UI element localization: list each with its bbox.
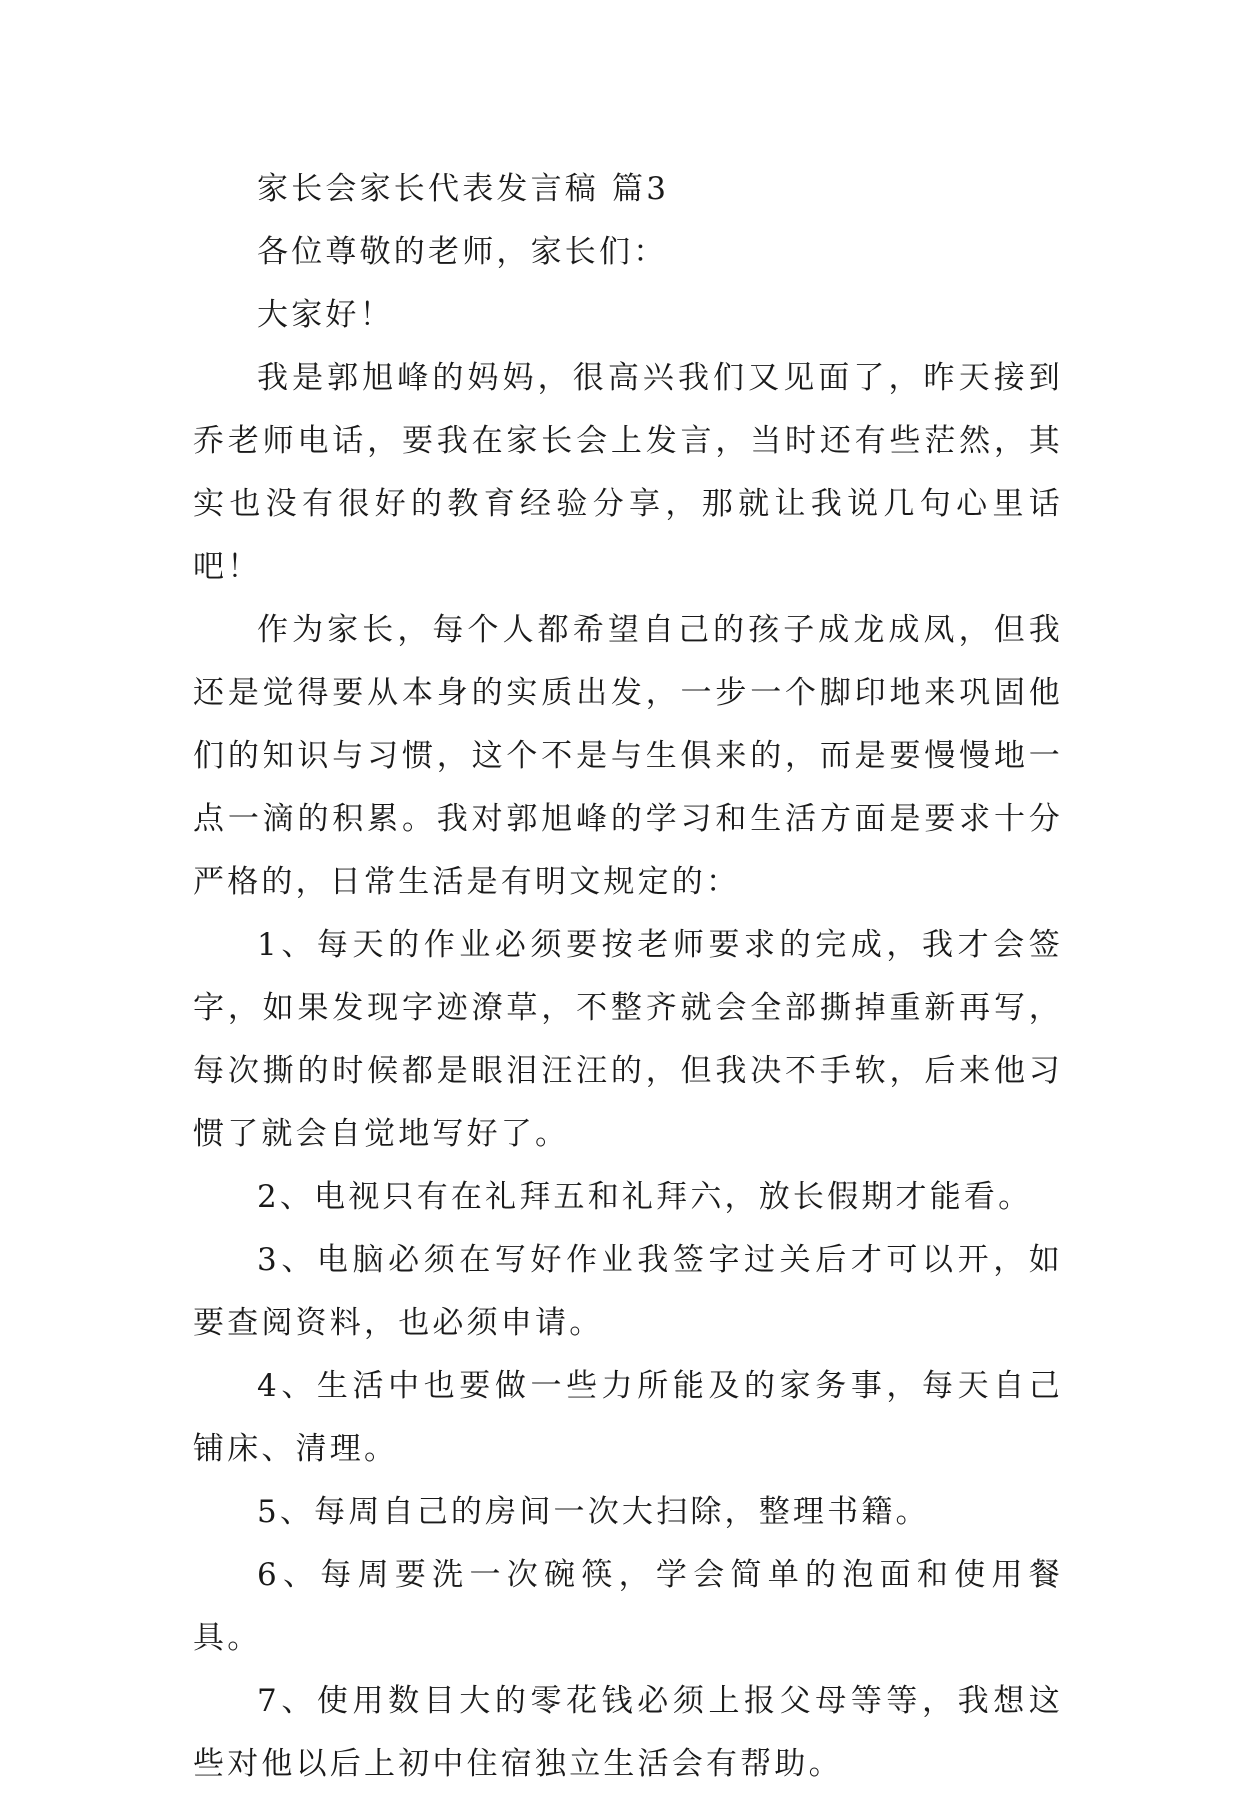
paragraph-intro: 我是郭旭峰的妈妈，很高兴我们又见面了，昨天接到乔老师电话，要我在家长会上发言，当时还有些茫然，其实也没有很好的教育经验分享，那就让我说几句心里话吧！ (193, 360, 1063, 585)
rule-item-2: 2、电视只有在礼拜五和礼拜六，放长假期才能看。 (257, 1179, 1033, 1215)
document-title: 家长会家长代表发言稿 篇3 (257, 171, 670, 207)
rule-item-7: 7、使用数目大的零花钱必须上报父母等等，我想这些对他以后上初中住宿独立生活会有帮助。 (193, 1683, 1063, 1782)
rule-item-5: 5、每周自己的房间一次大扫除，整理书籍。 (257, 1494, 930, 1530)
greeting: 各位尊敬的老师，家长们： (257, 234, 668, 270)
rule-item-4: 4、生活中也要做一些力所能及的家务事，每天自己铺床、清理。 (193, 1368, 1063, 1467)
rule-item-6: 6、每周要洗一次碗筷，学会简单的泡面和使用餐具。 (193, 1557, 1063, 1656)
rule-item-1: 1、每天的作业必须要按老师要求的完成，我才会签字，如果发现字迹潦草，不整齐就会全部撕掉重新再写，每次撕的时候都是眼泪汪汪的，但我决不手软，后来他习惯了就会自觉地写好了。 (193, 927, 1063, 1152)
paragraph-expectations: 作为家长，每个人都希望自己的孩子成龙成凤，但我还是觉得要从本身的实质出发，一步一个脚印地来巩固他们的知识与习惯，这个不是与生俱来的，而是要慢慢地一点一滴的积累。我对郭旭峰的学习和生活方面是要求十分严格的，日常生活是有明文规定的： (193, 612, 1063, 900)
document-body (193, 158, 1063, 1796)
rule-item-3: 3、电脑必须在写好作业我签字过关后才可以开，如要查阅资料，也必须申请。 (193, 1242, 1063, 1341)
hello-line: 大家好！ (257, 297, 394, 333)
